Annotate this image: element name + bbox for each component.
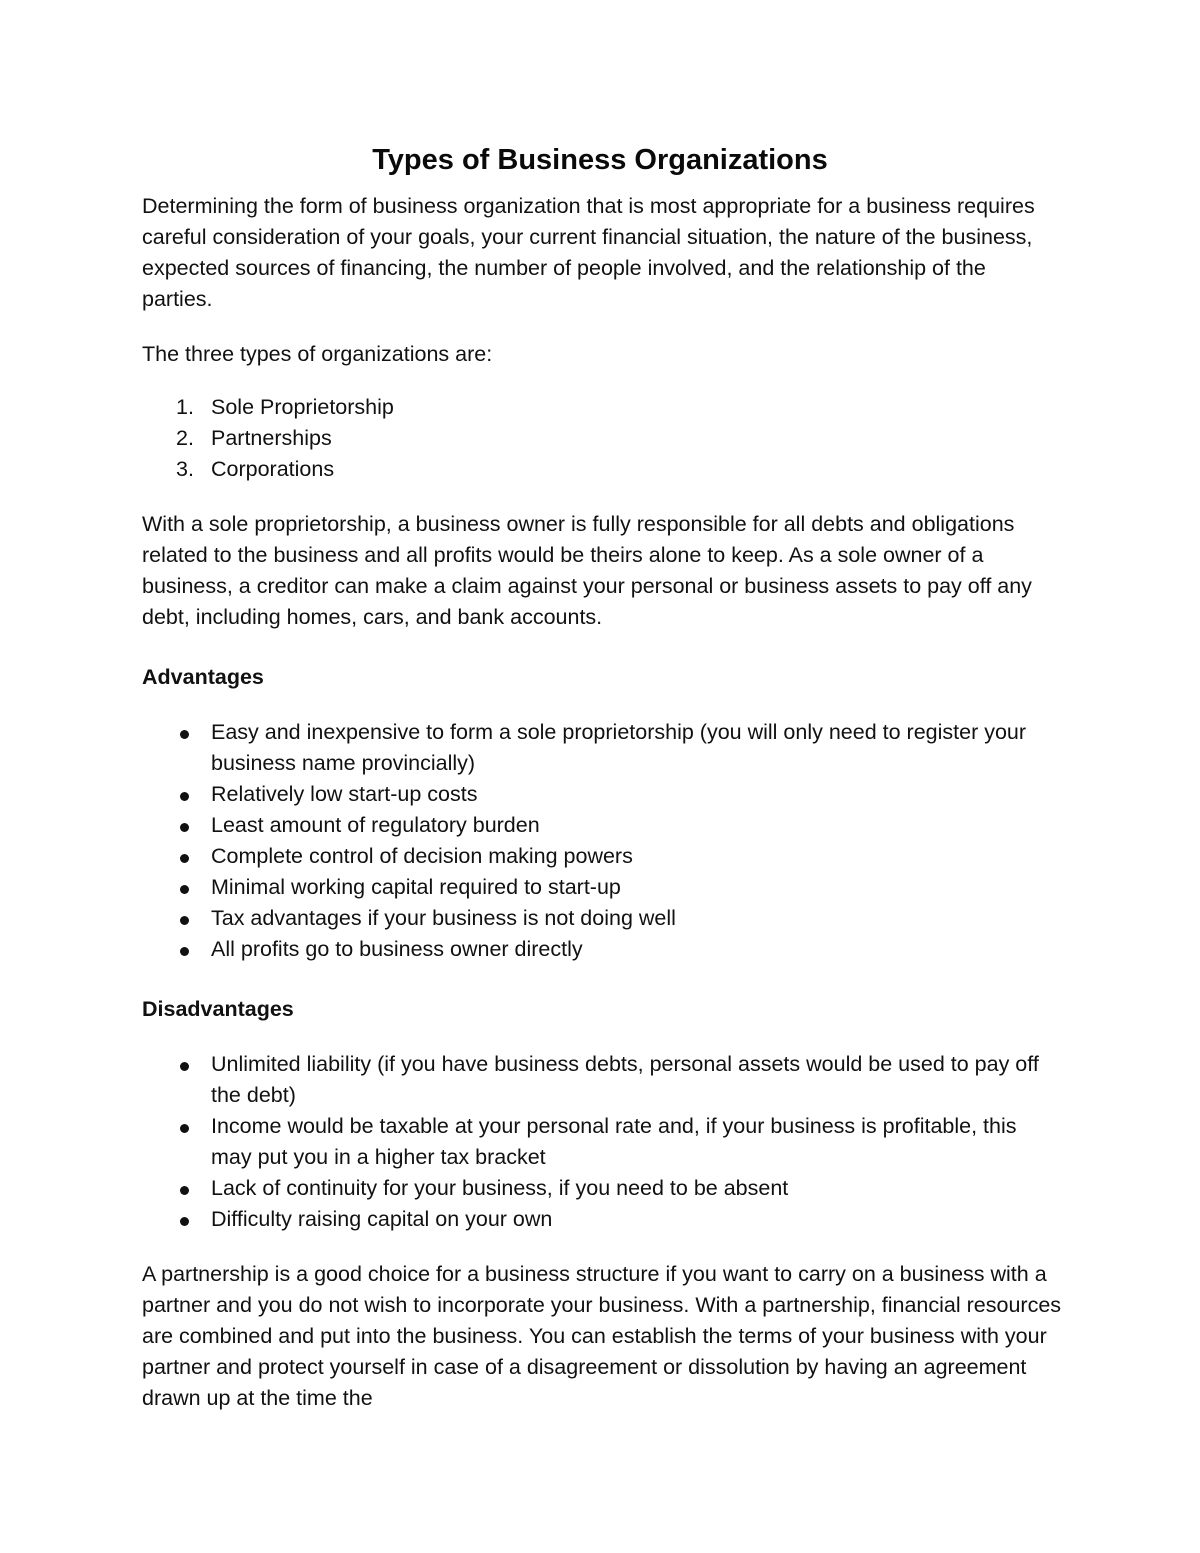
advantages-heading: Advantages xyxy=(142,665,264,689)
list-item xyxy=(142,934,1062,965)
bullet-icon xyxy=(180,1124,189,1133)
bullet-icon xyxy=(180,947,189,956)
list-item xyxy=(142,717,1062,779)
list-item-label: Lack of continuity for your business, if you need to be absent xyxy=(211,1176,789,1200)
page-title: Types of Business Organizations xyxy=(372,144,828,176)
list-item-label: Unlimited liability (if you have business debts, personal assets would be used to pay off the debt) xyxy=(211,1052,1039,1107)
list-item xyxy=(142,841,1062,872)
list-item-label: Tax advantages if your business is not doing well xyxy=(211,906,676,930)
sole-proprietorship-paragraph: With a sole proprietorship, a business owner is fully responsible for all debts and obligations related to the business and all profits would be theirs alone to keep. As a sole owner of a business, a creditor can make a claim against your personal or business assets to pay off any debt, including homes, cars, and bank accounts. xyxy=(142,512,1032,629)
document-page xyxy=(142,142,1062,1414)
list-item-label: Complete control of decision making powers xyxy=(211,844,633,868)
list-item xyxy=(142,1049,1062,1111)
list-number: 3. xyxy=(176,457,194,481)
list-item-label: Partnerships xyxy=(211,426,332,450)
list-item xyxy=(142,903,1062,934)
bullet-icon xyxy=(180,885,189,894)
list-item xyxy=(142,1111,1062,1173)
bullet-icon xyxy=(180,792,189,801)
advantages-list xyxy=(142,717,1062,965)
disadvantages-list xyxy=(142,1049,1062,1235)
list-number: 2. xyxy=(176,426,194,450)
list-item xyxy=(142,1204,1062,1235)
bullet-icon xyxy=(180,823,189,832)
list-item-label: Income would be taxable at your personal rate and, if your business is profitable, this may put you in a higher tax bracket xyxy=(211,1114,1017,1169)
list-item-label: Sole Proprietorship xyxy=(211,395,394,419)
list-item xyxy=(142,1173,1062,1204)
list-item-label: Easy and inexpensive to form a sole proprietorship (you will only need to register your business name provincially) xyxy=(211,720,1027,775)
bullet-icon xyxy=(180,730,189,739)
list-item xyxy=(142,423,1062,454)
bullet-icon xyxy=(180,1062,189,1071)
types-lead: The three types of organizations are: xyxy=(142,342,493,366)
list-item xyxy=(142,810,1062,841)
bullet-icon xyxy=(180,1217,189,1226)
list-item-label: Relatively low start-up costs xyxy=(211,782,478,806)
partnership-paragraph: A partnership is a good choice for a business structure if you want to carry on a business with a partner and you do not wish to incorporate your business. With a partnership, financial resources are combined and put into the business. You can establish the terms of your business with your partner and protect yourself in case of a disagreement or dissolution by having an agreement drawn up at the time the xyxy=(142,1262,1062,1410)
list-item xyxy=(142,872,1062,903)
types-list xyxy=(142,392,1062,485)
disadvantages-heading: Disadvantages xyxy=(142,997,294,1021)
list-item xyxy=(142,392,1062,423)
list-item-label: Minimal working capital required to start-up xyxy=(211,875,621,899)
intro-paragraph: Determining the form of business organization that is most appropriate for a business requires careful consideration of your goals, your current financial situation, the nature of the business, expected sources of financing, the number of people involved, and the relationship of the parties. xyxy=(142,194,1035,311)
list-item xyxy=(142,454,1062,485)
list-item-label: Corporations xyxy=(211,457,335,481)
list-item-label: Least amount of regulatory burden xyxy=(211,813,540,837)
bullet-icon xyxy=(180,1186,189,1195)
bullet-icon xyxy=(180,854,189,863)
list-item xyxy=(142,779,1062,810)
bullet-icon xyxy=(180,916,189,925)
list-item-label: All profits go to business owner directly xyxy=(211,937,583,961)
list-item-label: Difficulty raising capital on your own xyxy=(211,1207,553,1231)
list-number: 1. xyxy=(176,395,194,419)
